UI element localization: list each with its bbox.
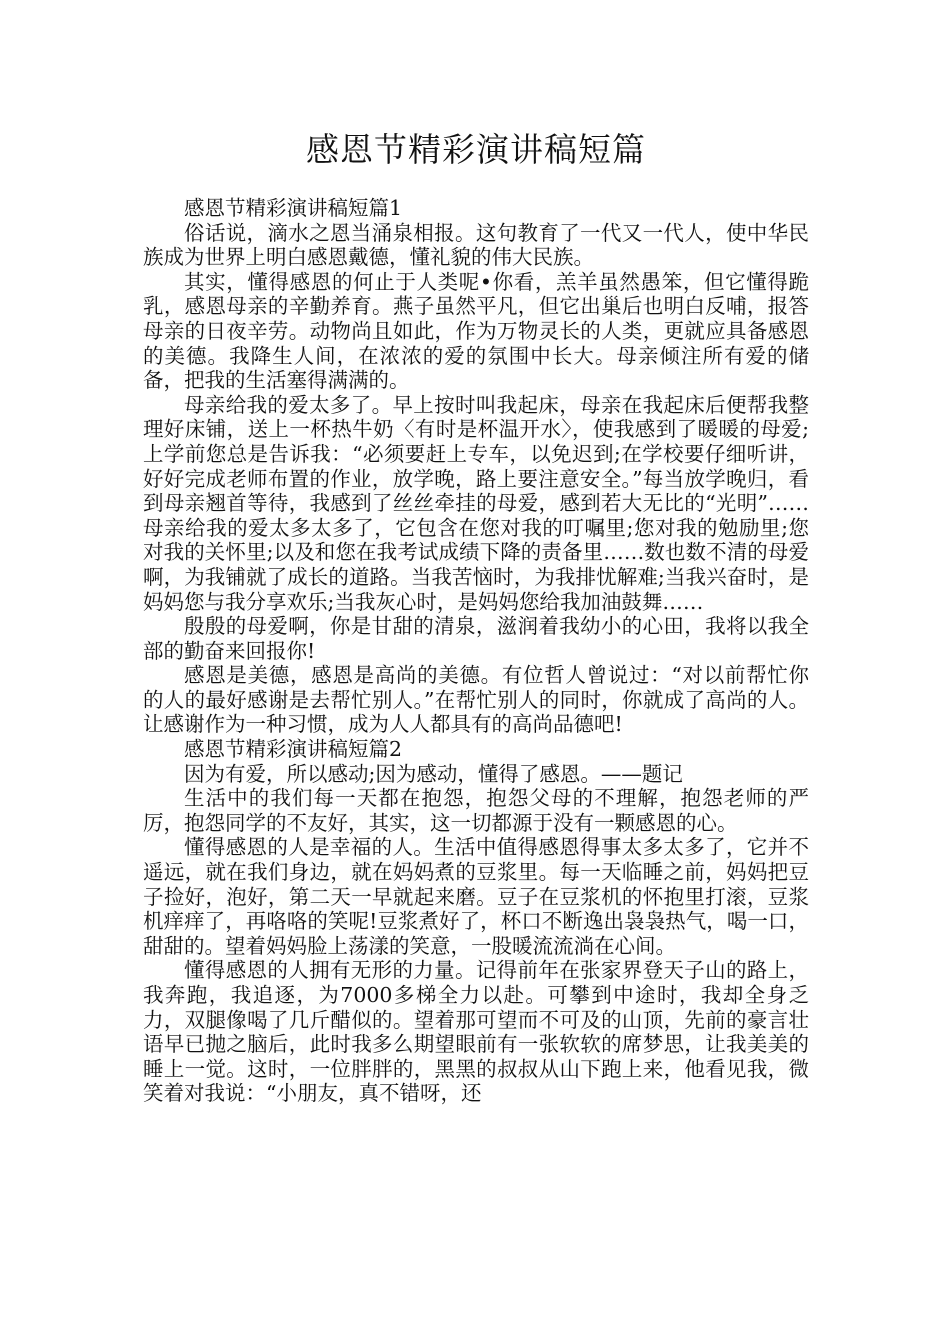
paragraph: 感恩是美德，感恩是高尚的美德。有位哲人曾说过：“对以前帮忙你的人的最好感谢是去帮忙别人。”在帮忙别人的同时，你就成了高尚的人。让感谢作为一种习惯，成为人人都具有的高尚品德吧! xyxy=(143,663,809,737)
section-heading: 感恩节精彩演讲稿短篇1 xyxy=(184,196,403,220)
section-heading: 感恩节精彩演讲稿短篇2 xyxy=(184,737,403,762)
paragraph: 俗话说，滴水之恩当涌泉相报。这句教育了一代又一代人，使中华民族成为世界上明白感恩戴德，懂礼貌的伟大民族。 xyxy=(143,220,809,270)
paragraph: 殷殷的母爱啊，你是甘甜的清泉，滋润着我幼小的心田，我将以我全部的勤奋来回报你! xyxy=(143,614,809,663)
paragraph: 母亲给我的爱太多了。早上按时叫我起床，母亲在我起床后便帮我整理好床铺，送上一杯热牛奶〈有时是杯温开水〉，使我感到了暖暖的母爱;上学前您总是告诉我：“必须要赶上专车，以免迟到;在学校要仔细听讲，好好完成老师布置的作业，放学晚，路上要注意安全。”每当放学晚归，看到母亲翘首等待，我感到了丝丝牵挂的母爱，感到若大无比的“光明”……母亲给我的爱太多太多了，它包含在您对我的叮嘱里;您对我的勉励里;您对我的关怀里;以及和您在我考试成绩下降的责备里……数也数不清的母爱啊，为我铺就了成长的道路。当我苦恼时，为我排忧解难;当我兴奋时，是妈妈您与我分享欢乐;当我灰心时，是妈妈您给我加油鼓舞…… xyxy=(143,392,809,614)
paragraph: 其实，懂得感恩的何止于人类呢•你看，羔羊虽然愚笨，但它懂得跪乳，感恩母亲的辛勤养育。燕子虽然平凡，但它出巢后也明白反哺，报答母亲的日夜辛劳。动物尚且如此，作为万物灵长的人类，更就应具备感恩的美德。我降生人间，在浓浓的爱的氛围中长大。母亲倾注所有爱的储备，把我的生活塞得满满的。 xyxy=(143,269,809,393)
paragraph: 因为有爱，所以感动;因为感动，懂得了感恩。——题记 xyxy=(184,761,683,786)
document-page xyxy=(143,128,809,1106)
document-title: 感恩节精彩演讲稿短篇 xyxy=(306,130,646,169)
paragraph: 懂得感恩的人是幸福的人。生活中值得感恩得事太多太多了，它并不遥远，就在我们身边，就在妈妈煮的豆浆里。每一天临睡之前，妈妈把豆子捡好，泡好，第二天一早就起来磨。豆子在豆浆机的怀抱里打滚，豆浆机痒痒了，再咯咯的笑呢!豆浆煮好了，杯口不断逸出袅袅热气，喝一口，甜甜的。望着妈妈脸上荡漾的笑意，一股暖流流淌在心间。 xyxy=(143,835,809,958)
paragraph: 生活中的我们每一天都在抱怨，抱怨父母的不理解，抱怨老师的严厉，抱怨同学的不友好，其实，这一切都源于没有一颗感恩的心。 xyxy=(143,786,809,835)
paragraph: 懂得感恩的人拥有无形的力量。记得前年在张家界登天子山的路上，我奔跑，我追逐，为7000多梯全力以赴。可攀到中途时，我却全身乏力，双腿像喝了几斤醋似的。望着那可望而不可及的山顶，先前的豪言壮语早已抛之脑后，此时我多么期望眼前有一张软软的席梦思，让我美美的睡上一觉。这时，一位胖胖的，黑黑的叔叔从山下跑上来，他看见我，微笑着对我说：“小朋友，真不错呀，还 xyxy=(143,958,809,1106)
